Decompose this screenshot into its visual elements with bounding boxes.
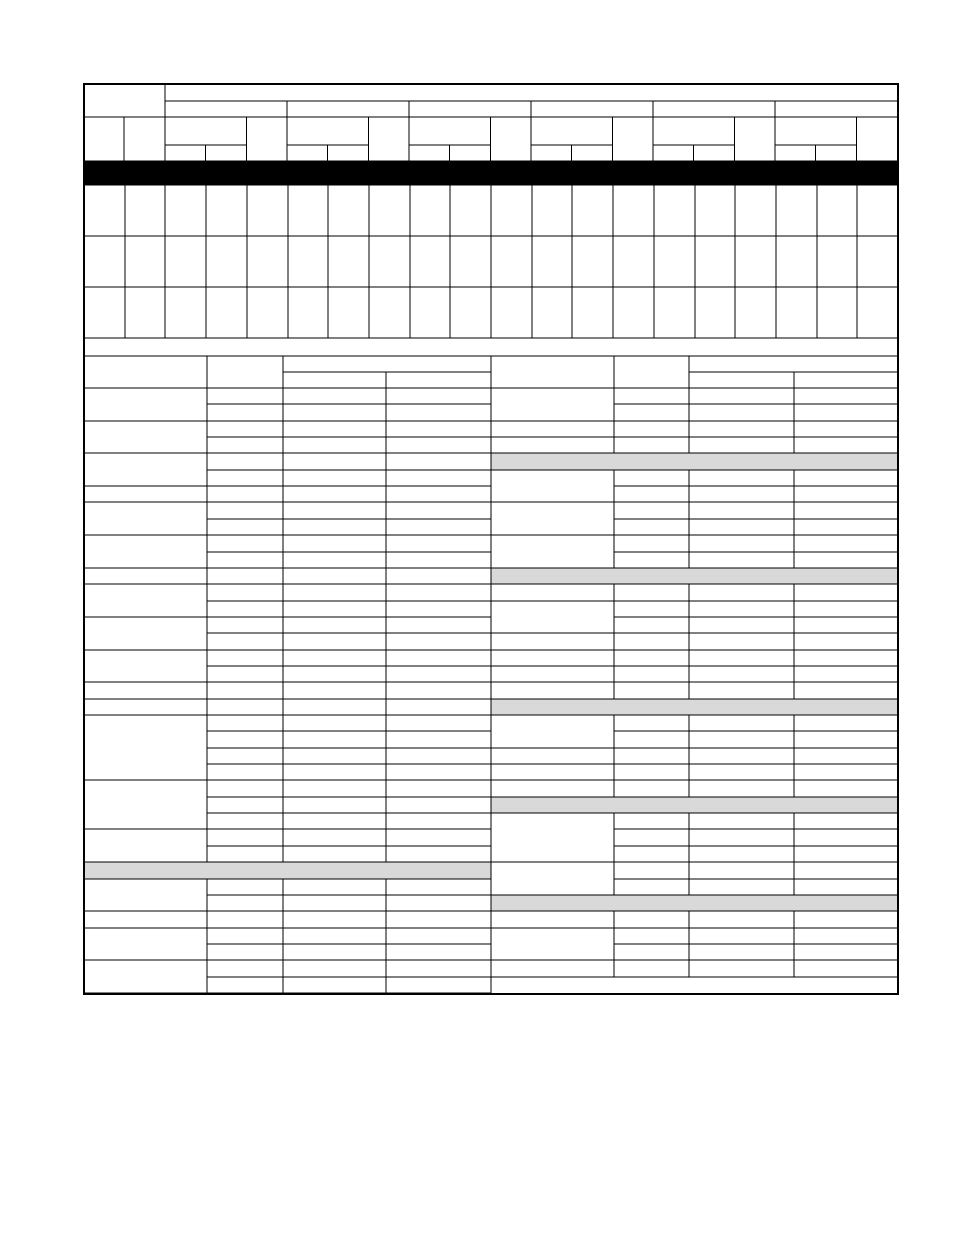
shaded-row <box>84 862 491 879</box>
section-band <box>84 161 898 185</box>
shaded-row <box>491 568 898 584</box>
shaded-row <box>491 895 898 911</box>
shaded-row <box>491 699 898 715</box>
shaded-row <box>491 797 898 813</box>
shaded-row <box>491 453 898 470</box>
